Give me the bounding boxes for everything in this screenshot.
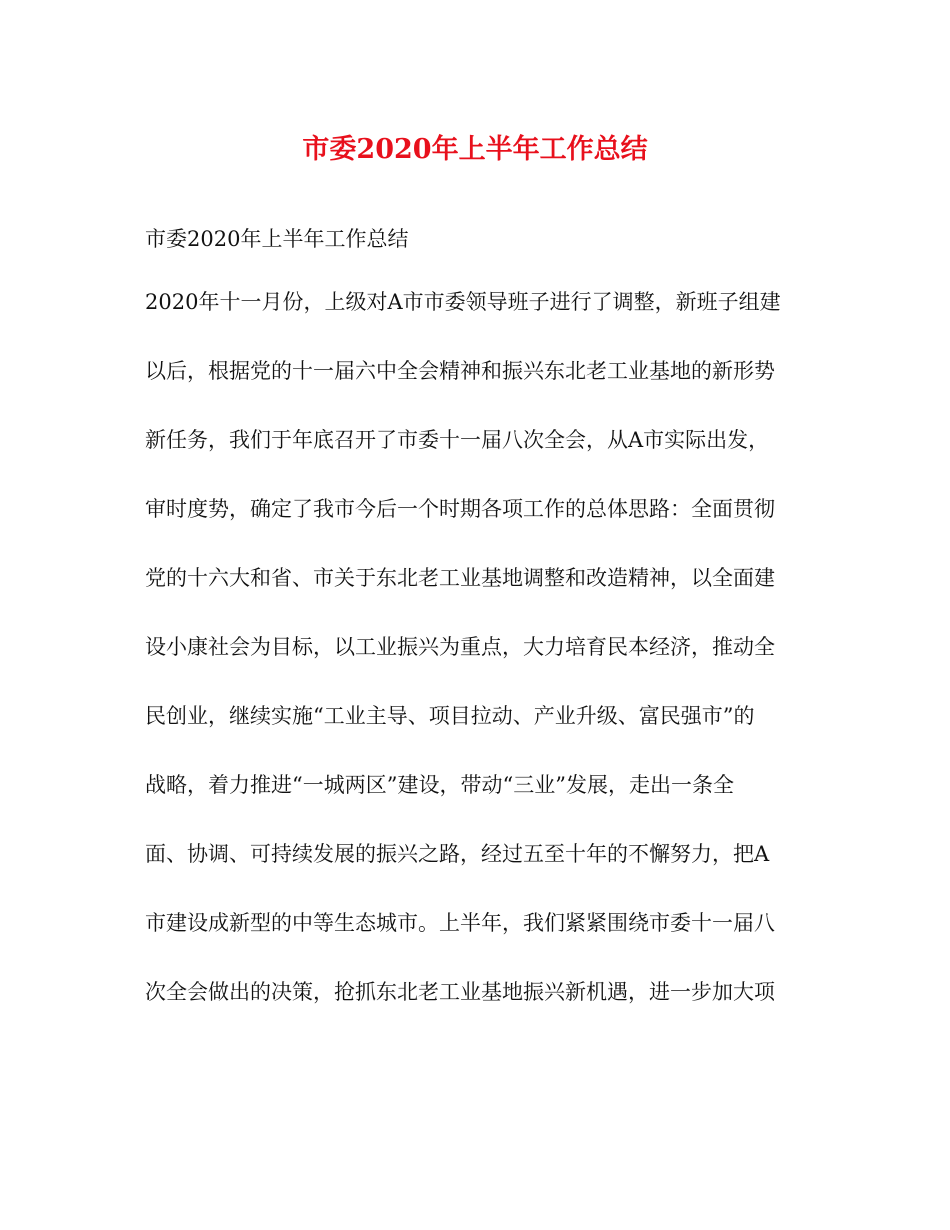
body-line: 以后，根据党的十一届六中全会精神和振兴东北老工业基地的新形势 bbox=[145, 359, 775, 383]
body-line: 审时度势，确定了我市今后一个时期各项工作的总体思路：全面贯彻 bbox=[145, 497, 775, 521]
body-line: 战略，着力推进“一城两区”建设，带动“三业”发展，走出一条全 bbox=[145, 773, 734, 797]
body-line: 面、协调、可持续发展的振兴之路，经过五至十年的不懈努力，把A bbox=[145, 842, 770, 866]
document-subtitle: 市委2020年上半年工作总结 bbox=[145, 227, 409, 251]
body-line: 市建设成新型的中等生态城市。上半年，我们紧紧围绕市委十一届八 bbox=[145, 911, 775, 935]
body-line: 2020年十一月份，上级对A市市委领导班子进行了调整，新班子组建 bbox=[145, 290, 781, 314]
body-line: 民创业，继续实施“工业主导、项目拉动、产业升级、富民强市”的 bbox=[145, 704, 755, 728]
body-line: 新任务，我们于年底召开了市委十一届八次全会，从A市实际出发， bbox=[145, 428, 770, 452]
body-line: 党的十六大和省、市关于东北老工业基地调整和改造精神，以全面建 bbox=[145, 566, 775, 590]
body-line: 次全会做出的决策，抢抓东北老工业基地振兴新机遇，进一步加大项 bbox=[145, 980, 775, 1004]
body-line: 设小康社会为目标，以工业振兴为重点，大力培育民本经济，推动全 bbox=[145, 635, 775, 659]
document-title: 市委2020年上半年工作总结 bbox=[302, 134, 648, 165]
document-body bbox=[145, 287, 805, 1046]
